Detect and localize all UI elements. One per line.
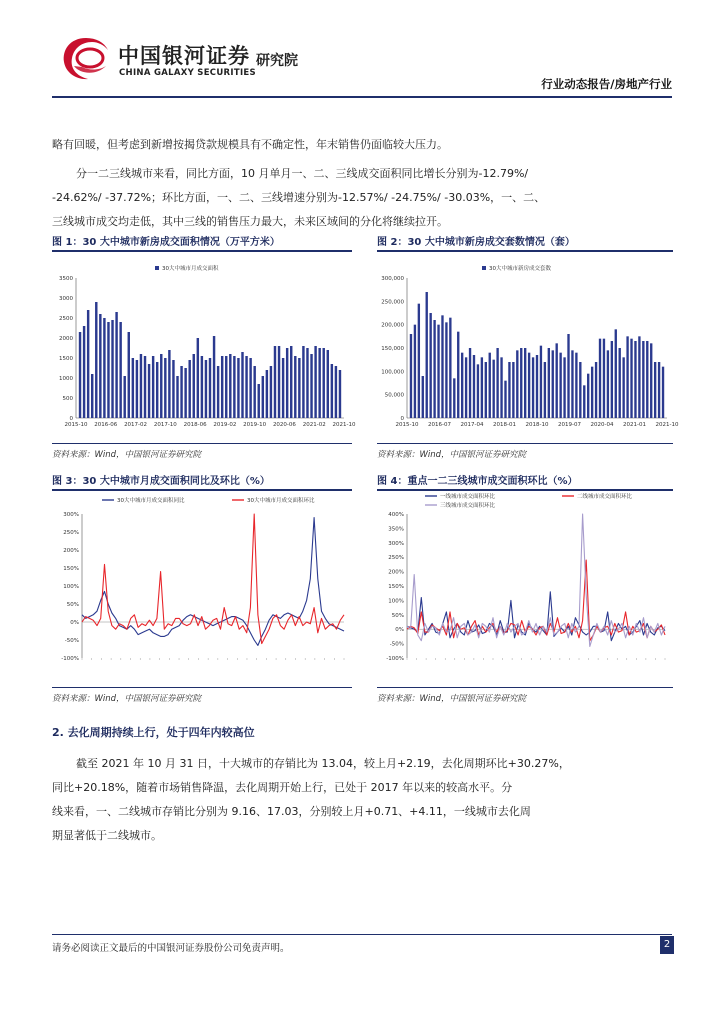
chart-30-city-area-bars	[52, 253, 356, 433]
bar	[481, 357, 483, 418]
bar	[461, 353, 463, 418]
bar	[188, 360, 190, 418]
bar	[457, 332, 459, 418]
y-tick-label: 1000	[59, 376, 73, 382]
y-tick-label: 100%	[388, 598, 404, 605]
legend-label: 30大中城市月成交面积	[162, 266, 219, 272]
bar	[184, 368, 186, 418]
bar	[132, 358, 134, 418]
figure-2-rule	[377, 250, 673, 252]
y-tick-label: 50%	[391, 612, 404, 619]
bar	[335, 366, 337, 418]
y-tick-label: 50,000	[384, 392, 404, 399]
bar	[508, 362, 510, 418]
y-tick-label: 100,000	[381, 369, 404, 376]
bar	[111, 320, 113, 418]
bar	[172, 360, 174, 418]
bar	[302, 346, 304, 418]
x-tick-label: 2017-04	[460, 422, 484, 428]
paragraph-1: 略有回暖，但考虑到新增按揭贷款规模具有不确定性，年末销售仍面临较大压力。	[52, 138, 448, 151]
y-tick-label: 0%	[70, 620, 79, 626]
bar	[516, 350, 518, 418]
legend-swatch	[482, 266, 486, 270]
y-tick-label: -50%	[64, 638, 79, 644]
x-tick-label: 2015-10	[64, 422, 88, 428]
bar	[422, 376, 424, 418]
y-tick-label: 250%	[388, 555, 404, 562]
bar	[520, 348, 522, 418]
bar	[306, 348, 308, 418]
figure-2-source: 资料来源：Wind，中国银河证券研究院	[377, 450, 527, 460]
bar	[314, 346, 316, 418]
bar	[262, 376, 264, 418]
bar	[634, 341, 636, 418]
bar	[140, 354, 142, 418]
bar	[91, 374, 93, 418]
figure-3-title: 图 3：30 大中城市月成交面积同比及环比（%）	[52, 476, 270, 487]
chart-30-city-yoy-mom-lines	[52, 492, 352, 682]
bar	[209, 358, 211, 418]
bar	[465, 357, 467, 418]
bar	[119, 322, 121, 418]
figure-2-bottom-rule	[377, 443, 673, 444]
page-number: 2	[660, 936, 674, 954]
y-tick-label: 150%	[388, 584, 404, 590]
y-tick-label: 350%	[388, 526, 404, 533]
bar	[176, 376, 178, 418]
x-tick-label: 2018-01	[493, 422, 516, 428]
bar	[548, 348, 550, 418]
x-tick-label: 2021-01	[623, 422, 646, 428]
bar	[441, 315, 443, 418]
x-tick-label: 2017-10	[153, 422, 177, 428]
bar	[107, 322, 109, 418]
bar	[213, 336, 215, 418]
bar	[536, 355, 538, 418]
figure-1-source: 资料来源：Wind，中国银河证券研究院	[52, 450, 202, 460]
bar	[245, 356, 247, 418]
bar	[136, 360, 138, 418]
bar	[221, 356, 223, 418]
legend-label: 30大中城市新房成交套数	[489, 266, 551, 272]
bar	[650, 343, 652, 418]
y-tick-label: 200,000	[381, 322, 404, 329]
bar	[579, 362, 581, 418]
report-type: 行业动态报告/房地产行业	[541, 77, 672, 91]
galaxy-logo-icon	[60, 36, 112, 82]
bar	[148, 364, 150, 418]
bar	[485, 362, 487, 418]
legend-label: 一线城市成交面积环比	[440, 494, 496, 500]
bar	[258, 384, 260, 418]
bar	[168, 350, 170, 418]
bar	[310, 354, 312, 418]
paragraph-2-line-1: 分一二三线城市来看，同比方面，10 月单月一、二、三线成交面积同比增长分别为-12.79%/	[76, 167, 529, 180]
figure-2-title: 图 2：30 大中城市新房成交套数情况（套）	[377, 237, 575, 248]
bar	[622, 357, 624, 418]
x-tick-label: 2015-10	[395, 422, 419, 428]
bar	[615, 329, 617, 418]
bar	[418, 304, 420, 418]
x-tick-label: 2018-06	[183, 422, 207, 428]
y-tick-label: 100%	[63, 584, 79, 590]
bar	[286, 348, 288, 418]
bar	[123, 376, 125, 418]
bar	[266, 370, 268, 418]
bar	[180, 366, 182, 418]
bar	[282, 358, 284, 418]
footer-rule	[52, 934, 672, 935]
y-tick-label: 3500	[59, 276, 73, 282]
y-tick-label: 200%	[388, 569, 404, 576]
paragraph-3-line-2: 同比+20.18%，随着市场销售降温，去化周期开始上行，已处于 2017 年以来的较高水平。分	[52, 781, 513, 794]
bar	[654, 362, 656, 418]
bar	[630, 339, 632, 418]
company-name-en: CHINA GALAXY SECURITIES	[119, 68, 256, 78]
bar	[599, 339, 601, 418]
bar	[552, 350, 554, 418]
bar	[156, 362, 158, 418]
paragraph-2-line-2: -24.62%/ -37.72%；环比方面，一、二、三线增速分别为-12.57%/ -24.75%/ -30.03%，一、二、	[52, 191, 546, 204]
bar	[556, 343, 558, 418]
y-tick-label: 0	[69, 416, 73, 422]
bar	[524, 348, 526, 418]
figure-4-rule	[377, 489, 673, 491]
bar	[619, 348, 621, 418]
bar	[544, 362, 546, 418]
chart-tier-city-mom-lines	[377, 492, 673, 682]
bar	[469, 348, 471, 418]
y-tick-label: -50%	[389, 641, 404, 648]
y-tick-label: 0%	[395, 627, 404, 634]
bar	[540, 346, 542, 418]
bar	[603, 339, 605, 418]
bar	[87, 310, 89, 418]
bar	[437, 325, 439, 418]
header	[0, 0, 724, 100]
x-tick-label: 2020-04	[590, 422, 614, 428]
bar	[559, 353, 561, 418]
bar	[591, 367, 593, 418]
bar	[193, 354, 195, 418]
bar	[445, 322, 447, 418]
bar	[449, 318, 451, 418]
bar	[528, 353, 530, 418]
bar	[453, 378, 455, 418]
figure-4-title: 图 4：重点一二三线城市成交面积环比（%）	[377, 476, 578, 487]
bar	[607, 350, 609, 418]
bar	[217, 366, 219, 418]
bar	[626, 336, 628, 418]
y-tick-label: 2000	[59, 336, 73, 342]
figure-4-source: 资料来源：Wind，中国银河证券研究院	[377, 694, 527, 704]
bar	[160, 354, 162, 418]
bar	[512, 362, 514, 418]
bar	[164, 358, 166, 418]
legend-label: 30大中城市月成交面积同比	[117, 498, 185, 504]
bar	[237, 358, 239, 418]
bar	[201, 356, 203, 418]
bar	[294, 356, 296, 418]
bar	[241, 352, 243, 418]
institute-name: 研究院	[256, 53, 298, 69]
y-tick-label: 150,000	[381, 346, 404, 352]
paragraph-3-line-3: 线来看，一、二线城市存销比分别为 9.16、17.03，分别较上月+0.71、+4.11，一线城市去化周	[52, 805, 531, 818]
footer-disclaimer: 请务必阅读正文最后的中国银河证券股份公司免责声明。	[52, 943, 290, 954]
bar	[323, 348, 325, 418]
x-tick-label: 2021-10	[655, 422, 679, 428]
bar	[103, 318, 105, 418]
bar	[473, 355, 475, 418]
x-tick-label: 2018-10	[525, 422, 549, 428]
x-tick-label: 2021-10	[332, 422, 356, 428]
bar	[658, 362, 660, 418]
y-tick-label: 300%	[63, 512, 79, 518]
x-tick-label: 2019-07	[558, 422, 581, 428]
bar	[638, 336, 640, 418]
bar	[298, 358, 300, 418]
bar	[429, 313, 431, 418]
y-tick-label: 0	[400, 416, 404, 422]
bar	[571, 350, 573, 418]
bar	[318, 348, 320, 418]
bar	[426, 292, 428, 418]
header-rule	[52, 96, 672, 98]
y-tick-label: 250%	[63, 530, 79, 536]
bar	[249, 358, 251, 418]
bar	[331, 364, 333, 418]
bar	[646, 341, 648, 418]
y-tick-label: 300%	[388, 540, 404, 547]
legend-label: 30大中城市月成交面积环比	[247, 498, 315, 504]
bar	[477, 364, 479, 418]
figure-3-bottom-rule	[52, 687, 352, 688]
bar	[567, 334, 569, 418]
chart-30-city-units-bars	[377, 253, 679, 433]
bar	[197, 338, 199, 418]
bar	[433, 320, 435, 418]
figure-3-rule	[52, 489, 352, 491]
y-tick-label: 1500	[59, 356, 73, 362]
bar	[115, 312, 117, 418]
x-tick-label: 2016-06	[94, 422, 118, 428]
y-tick-label: 400%	[388, 512, 404, 518]
bar	[278, 346, 280, 418]
figure-1-title: 图 1：30 大中城市新房成交面积情况（万平方米）	[52, 237, 280, 248]
bar	[225, 356, 227, 418]
figure-1-rule	[52, 250, 352, 252]
y-tick-label: 300,000	[381, 276, 404, 282]
bar	[339, 370, 341, 418]
x-tick-label: 2020-06	[272, 422, 296, 428]
bar	[410, 334, 412, 418]
bar	[575, 353, 577, 418]
bar	[128, 332, 130, 418]
paragraph-2-line-3: 三线城市成交均走低，其中三线的销售压力最大，未来区域间的分化将继续拉开。	[52, 215, 448, 228]
x-tick-label: 2016-07	[428, 422, 451, 428]
bar	[583, 385, 585, 418]
bar	[587, 374, 589, 418]
x-tick-label: 2017-02	[124, 422, 148, 428]
bar	[489, 353, 491, 418]
bar	[500, 357, 502, 418]
bar	[144, 356, 146, 418]
bar	[99, 314, 101, 418]
bar	[79, 332, 81, 418]
bar	[83, 326, 85, 418]
bar	[595, 362, 597, 418]
y-tick-label: 2500	[59, 316, 73, 322]
bar	[563, 357, 565, 418]
series-line	[82, 518, 344, 646]
bar	[492, 360, 494, 418]
bar	[414, 325, 416, 418]
bar	[611, 341, 613, 418]
bar	[205, 360, 207, 418]
legend-swatch	[155, 266, 159, 270]
bar	[233, 356, 235, 418]
bar	[327, 350, 329, 418]
bar	[274, 346, 276, 418]
x-tick-label: 2019-02	[213, 422, 237, 428]
bar	[270, 366, 272, 418]
y-tick-label: 3000	[59, 296, 73, 302]
y-tick-label: 500	[62, 396, 73, 402]
bar	[229, 354, 231, 418]
bar	[290, 346, 292, 418]
y-tick-label: 250,000	[381, 299, 404, 306]
company-name-cn: 中国银河证券	[118, 44, 250, 68]
figure-4-bottom-rule	[377, 687, 673, 688]
x-tick-label: 2019-10	[243, 422, 267, 428]
y-tick-label: -100%	[386, 656, 404, 662]
paragraph-3-line-1: 截至 2021 年 10 月 31 日，十大城市的存销比为 13.04，较上月+2.19，去化周期环比+30.27%，	[76, 757, 570, 770]
y-tick-label: 150%	[63, 566, 79, 572]
y-tick-label: -100%	[61, 656, 79, 662]
bar	[504, 381, 506, 418]
bar	[532, 357, 534, 418]
bar	[152, 356, 154, 418]
bar	[253, 366, 255, 418]
figure-1-bottom-rule	[52, 443, 352, 444]
bar	[496, 348, 498, 418]
y-tick-label: 50%	[66, 602, 79, 608]
bar	[662, 367, 664, 418]
figure-3-source: 资料来源：Wind，中国银河证券研究院	[52, 694, 202, 704]
series-line	[82, 514, 344, 644]
y-tick-label: 200%	[63, 548, 79, 554]
section-2-title: 2. 去化周期持续上行，处于四年内较高位	[52, 726, 255, 739]
legend-label: 三线城市成交面积环比	[440, 503, 496, 509]
paragraph-3-line-4: 期显著低于二线城市。	[52, 829, 162, 842]
bar	[95, 302, 97, 418]
x-tick-label: 2021-02	[302, 422, 326, 428]
bar	[642, 341, 644, 418]
legend-label: 二线城市成交面积环比	[577, 494, 633, 500]
